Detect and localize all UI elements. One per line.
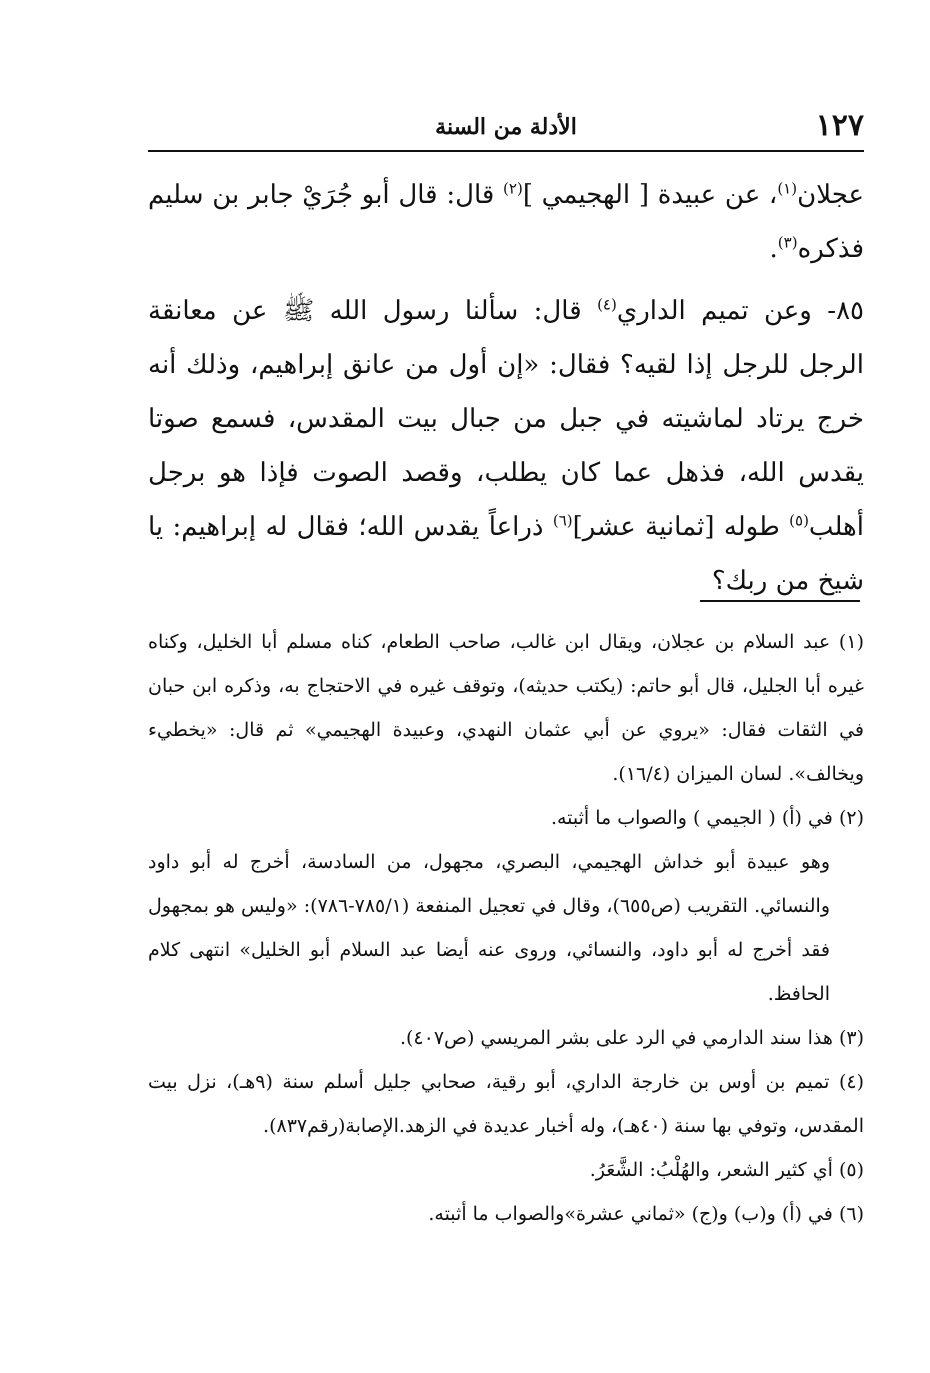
footnote-text: في (أ) و(ب) و(ج) «ثماني عشرة»والصواب ما أثبته. — [428, 1203, 833, 1225]
footnote-text: في (أ) ( الجيمي ) والصواب ما أثبته. — [550, 807, 833, 829]
footnote-number: (٤) — [838, 1071, 864, 1093]
running-title: الأدلة من السنة — [435, 114, 577, 140]
footnote-ref-2: (٢) — [503, 179, 523, 198]
text-run: طوله [ثمانية عشر] — [572, 512, 790, 542]
footnote-ref-3: (٣) — [777, 233, 798, 252]
footnote-number: (٣) — [838, 1027, 864, 1049]
footnote-5 — [148, 1148, 864, 1192]
footnote-1 — [148, 620, 864, 796]
paragraph-continuation — [148, 168, 864, 276]
footnote-ref-1: (١) — [777, 179, 798, 198]
text-run: قال: قال أبو جُرَيْ جابر بن سليم فذكره — [148, 180, 864, 264]
footnote-number: (١) — [838, 631, 864, 653]
header-rule — [148, 150, 864, 152]
text-run: قال: سألنا رسول الله ﷺ عن معانقة الرجل للرجل إذا لقيه؟ فقال: «إن أول من عانق إبراهيم، وذلك أنه خرج يرتاد لماشيته في جبل من جبال بيت المقدس، فسمع صوتا يقدس الله، فذهل عما كان يطلب، وقصد الصوت فإذا هو برجل أهلب — [148, 296, 864, 542]
footnote-3 — [148, 1016, 864, 1060]
footnote-text: أي كثير الشعر، والهُلْبُ: الشَّعَرُ. — [589, 1159, 833, 1181]
text-run: ذراعاً يقدس الله؛ فقال له إبراهيم: يا شيخ من ربك؟ — [148, 512, 864, 596]
text-run: ، عن عبيدة [ الهجيمي ] — [522, 180, 778, 210]
text-run: . — [769, 234, 778, 264]
paragraph-hadith-85 — [148, 284, 864, 608]
footnote-separator — [700, 600, 860, 602]
text-run: عجلان — [797, 180, 864, 210]
footnote-6 — [148, 1192, 864, 1236]
main-text — [148, 168, 864, 608]
footnote-ref-5: (٥) — [789, 511, 809, 530]
footnote-2 — [148, 796, 864, 840]
footnote-number: (٦) — [838, 1203, 864, 1225]
footnote-number: (٥) — [838, 1159, 864, 1181]
footnote-ref-4: (٤) — [597, 295, 617, 314]
footnote-4 — [148, 1060, 864, 1148]
page-number: ١٢٧ — [815, 108, 864, 143]
footnotes — [148, 620, 864, 1236]
text-run: ٨٥- وعن تميم الداري — [616, 296, 864, 326]
footnote-text: عبد السلام بن عجلان، ويقال ابن غالب، صاحب الطعام، كناه مسلم أبا الخليل، وكناه غيره أبا الجليل، قال أبو حاتم: (يكتب حديثه)، وتوقف غيره في الاحتجاج به، وذكره ابن حبان في الثقات فقال: «يروي عن أبي عثمان النهدي، وعبيدة الهجيمي» ثم قال: «يخطيء ويخالف». لسان الميزان (١٦/٤). — [148, 631, 864, 785]
page-header — [148, 106, 864, 152]
footnote-2-continuation: وهو عبيدة أبو خداش الهجيمي، البصري، مجهول، من السادسة، أخرج له أبو داود والنسائي. التقريب (ص٦٥٥)، وقال في تعجيل المنفعة (٧٨٥/١-٧٨٦): «وليس هو بمجهول فقد أخرج له أبو داود، والنسائي، وروى عنه أيضا عبد السلام أبو الخليل» انتهى كلام الحافظ. — [148, 851, 830, 1005]
footnote-text: تميم بن أوس بن خارجة الداري، أبو رقية، صحابي جليل أسلم سنة (٩هـ)، نزل بيت المقدس، وتوفي بها سنة (٤٠هـ)، وله أخبار عديدة في الزهد.الإصابة(رقم٨٣٧). — [148, 1071, 864, 1137]
footnote-text: هذا سند الدارمي في الرد على بشر المريسي (ص٤٠٧). — [399, 1027, 833, 1049]
footnote-number: (٢) — [838, 807, 864, 829]
footnote-ref-6: (٦) — [552, 511, 573, 530]
